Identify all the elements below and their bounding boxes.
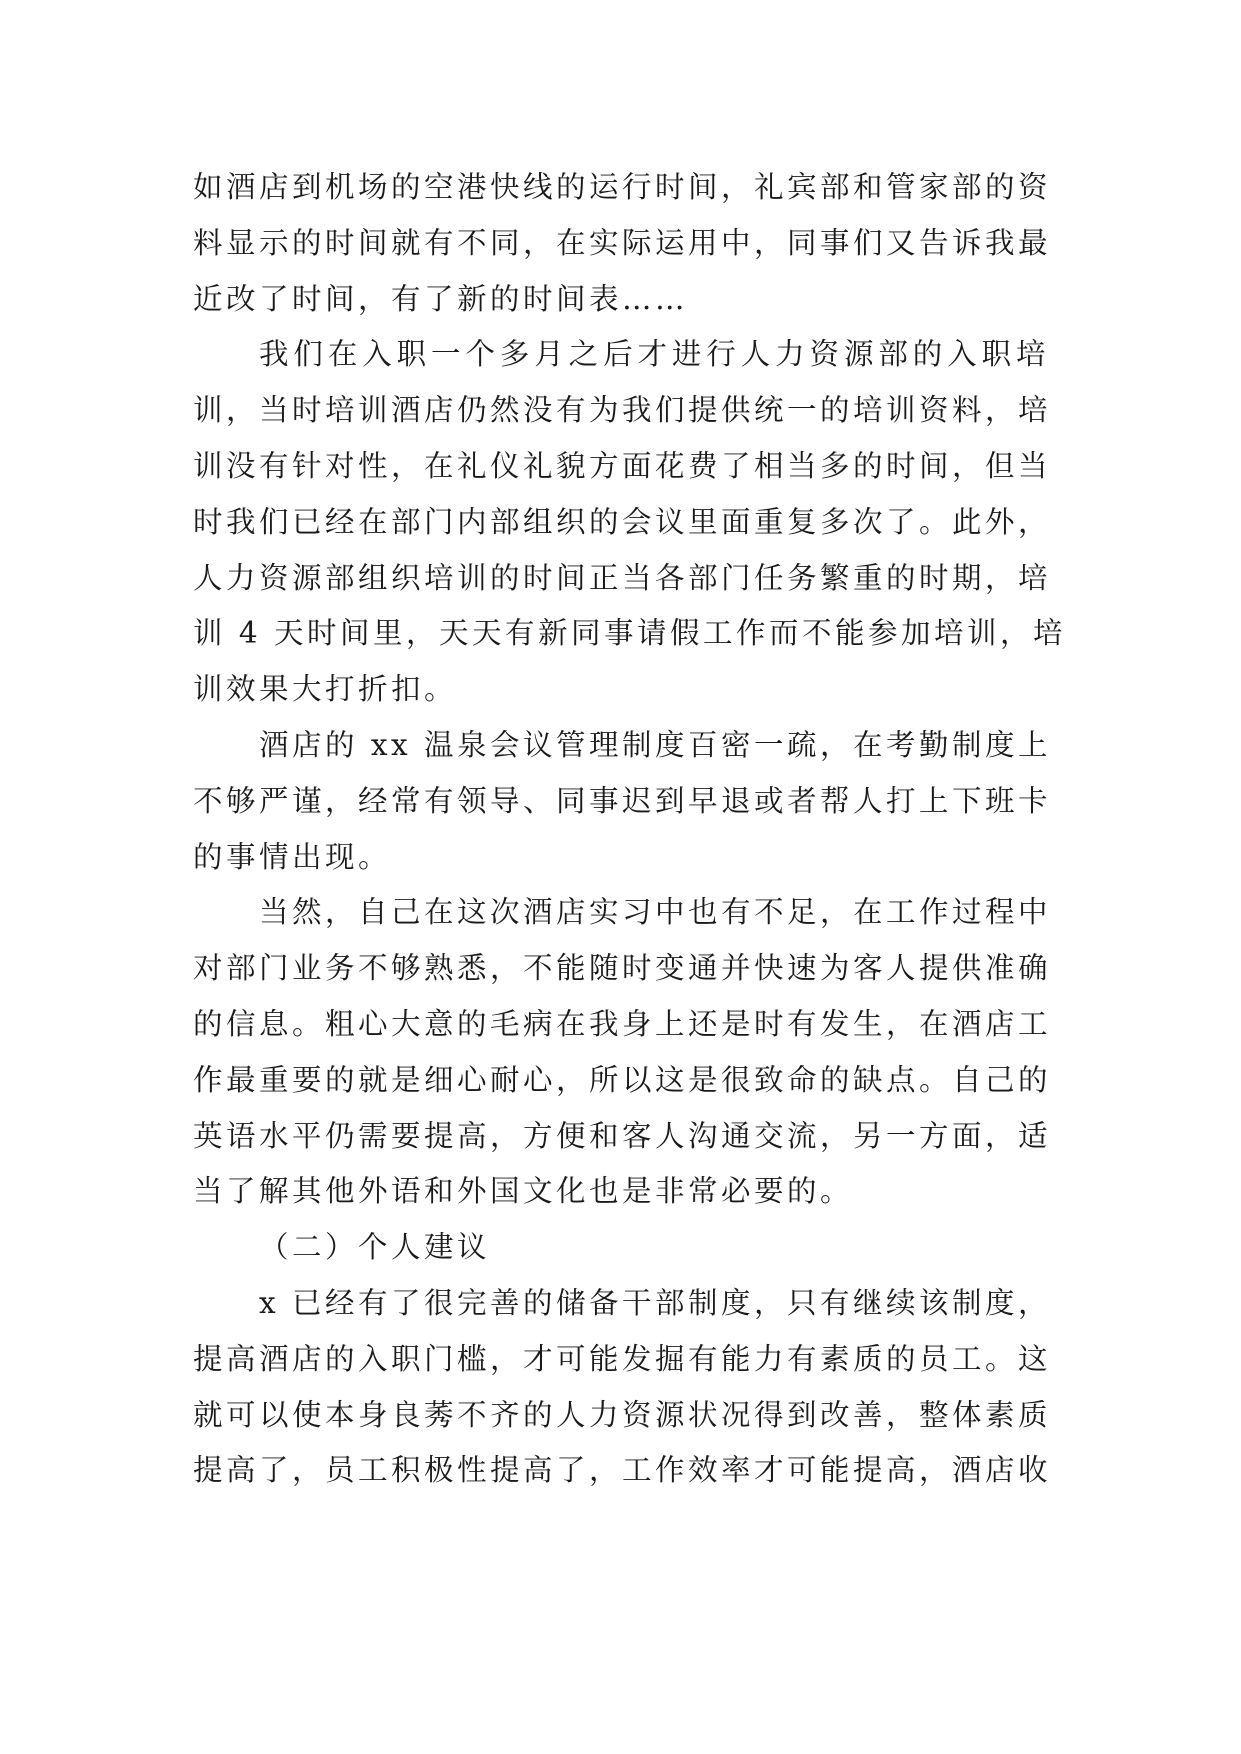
text-line: x 已经有了很完善的储备干部制度，只有继续该制度， bbox=[259, 1285, 1052, 1320]
paragraph bbox=[193, 718, 1052, 885]
paragraph bbox=[193, 885, 1052, 1220]
paragraph bbox=[193, 327, 1067, 718]
text-line: 训效果大打折扣。 bbox=[193, 672, 458, 707]
section-heading-text: （二）个人建议 bbox=[259, 1230, 491, 1265]
text-line: 就可以使本身良莠不齐的人力资源状况得到改善，整体素质 bbox=[193, 1397, 1052, 1432]
text-line: 近改了时间，有了新的时间表…… bbox=[193, 281, 689, 316]
text-line: 提高酒店的入职门槛，才可能发掘有能力有素质的员工。这 bbox=[193, 1341, 1052, 1376]
text-line: 训 4 天时间里，天天有新同事请假工作而不能参加培训，培 bbox=[193, 616, 1067, 651]
paragraph bbox=[193, 160, 1052, 327]
text-line: 的信息。粗心大意的毛病在我身上还是时有发生，在酒店工 bbox=[193, 1006, 1052, 1041]
text-line: 酒店的 xx 温泉会议管理制度百密一疏，在考勤制度上 bbox=[259, 727, 1052, 762]
text-line: 当了解其他外语和外国文化也是非常必要的。 bbox=[193, 1174, 854, 1209]
text-line: 不够严谨，经常有领导、同事迟到早退或者帮人打上下班卡 bbox=[193, 783, 1052, 818]
text-line: 英语水平仍需要提高，方便和客人沟通交流，另一方面，适 bbox=[193, 1118, 1052, 1153]
text-line: 当然，自己在这次酒店实习中也有不足，在工作过程中 bbox=[259, 895, 1052, 930]
text-line: 对部门业务不够熟悉，不能随时变通并快速为客人提供准确 bbox=[193, 951, 1052, 986]
section-heading bbox=[193, 1220, 1049, 1276]
text-line: 训没有针对性，在礼仪礼貌方面花费了相当多的时间，但当 bbox=[193, 448, 1052, 483]
text-line: 的事情出现。 bbox=[193, 839, 392, 874]
text-line: 作最重要的就是细心耐心，所以这是很致命的缺点。自己的 bbox=[193, 1062, 1052, 1097]
text-line: 如酒店到机场的空港快线的运行时间，礼宾部和管家部的资 bbox=[193, 170, 1052, 204]
text-line: 人力资源部组织培训的时间正当各部门任务繁重的时期，培 bbox=[193, 560, 1052, 595]
text-line: 训，当时培训酒店仍然没有为我们提供统一的培训资料，培 bbox=[193, 393, 1052, 428]
text-line: 料显示的时间就有不同，在实际运用中，同事们又告诉我最 bbox=[193, 225, 1052, 260]
text-line: 提高了，员工积极性提高了，工作效率才可能提高，酒店收 bbox=[193, 1453, 1052, 1488]
paragraph bbox=[193, 1276, 1052, 1499]
document-body bbox=[193, 160, 1067, 1499]
text-line: 我们在入职一个多月之后才进行人力资源部的入职培 bbox=[259, 337, 1049, 372]
text-line: 时我们已经在部门内部组织的会议里面重复多次了。此外， bbox=[193, 504, 1052, 539]
